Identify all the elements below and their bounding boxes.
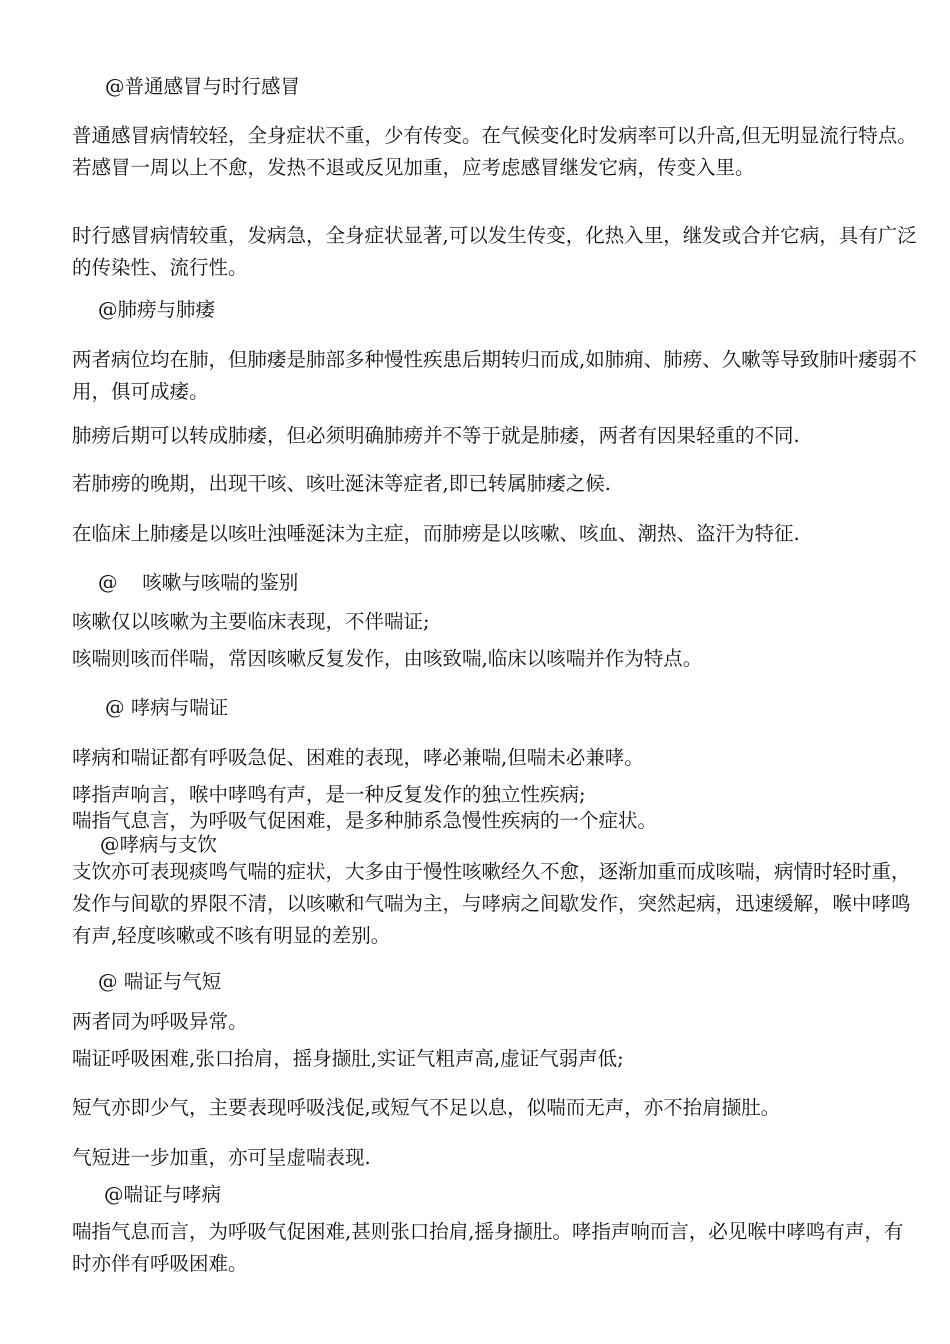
section-heading-dyspnea-asthma: @喘证与哮病: [104, 1183, 222, 1206]
paragraph: 气短进一步加重，亦可呈虚喘表现.: [72, 1146, 371, 1169]
paragraph: 肺痨后期可以转成肺痿，但必须明确肺痨并不等于就是肺痿，两者有因果轻重的不同.: [72, 424, 800, 447]
paragraph: 支饮亦可表现痰鸣气喘的症状，大多由于慢性咳嗽经久不愈，逐渐加重而成咳喘，病情时轻时重，发作与间歇的界限不清，以咳嗽和气喘为主，与哮病之间歇发作，突然起病，迅速缓解，喉中哮鸣有声,轻度咳嗽或不咳有明显的差别。: [72, 860, 911, 947]
section-heading-common-cold: @普通感冒与时行感冒: [105, 75, 301, 98]
section-heading-asthma-fluid: @哮病与支饮: [100, 833, 218, 856]
section-heading-asthma-dyspnea: @ 哮病与喘证: [105, 696, 229, 719]
paragraph: 喘指气息言，为呼吸气促困难，是多种肺系急慢性疾病的一个症状。: [72, 809, 658, 832]
paragraph: 在临床上肺痿是以咳吐浊唾涎沫为主症，而肺痨是以咳嗽、咳血、潮热、盗汗为特征.: [72, 522, 800, 545]
paragraph: 喘证呼吸困难,张口抬肩，摇身撷肚,实证气粗声高,虚证气弱声低;: [72, 1047, 624, 1070]
section-heading-lung-consumption: @肺痨与肺痿: [98, 298, 216, 321]
paragraph: 咳嗽仅以咳嗽为主要临床表现，不伴喘证;: [72, 610, 430, 633]
paragraph: 喘指气息而言，为呼吸气促困难,甚则张口抬肩,摇身撷肚。哮指声响而言，必见喉中哮鸣有声，有时亦伴有呼吸困难。: [72, 1220, 904, 1275]
paragraph: 两者病位均在肺，但肺痿是肺部多种慢性疾患后期转归而成,如肺痈、肺痨、久嗽等导致肺叶痿弱不用，俱可成痿。: [72, 348, 917, 403]
paragraph: 若肺痨的晚期，出现干咳、咳吐涎沫等症者,即已转属肺痿之候.: [72, 472, 611, 495]
paragraph: 短气亦即少气，主要表现呼吸浅促,或短气不足以息，似喘而无声，亦不抬肩撷肚。: [72, 1096, 781, 1119]
section-heading-dyspnea-shortbreath: @ 喘证与气短: [98, 970, 222, 993]
paragraph: 哮病和喘证都有呼吸急促、困难的表现，哮必兼喘,但喘未必兼哮。: [72, 746, 644, 769]
paragraph: 普通感冒病情较轻，全身症状不重，少有传变。在气候变化时发病率可以升高,但无明显流行特点。若感冒一周以上不愈，发热不退或反见加重，应考虑感冒继发它病，传变入里。: [72, 124, 917, 179]
paragraph: 时行感冒病情较重，发病急，全身症状显著,可以发生传变，化热入里，继发或合并它病，具有广泛的传染性、流行性。: [72, 224, 917, 279]
paragraph: 咳喘则咳而伴喘，常因咳嗽反复发作，由咳致喘,临床以咳喘并作为特点。: [72, 647, 703, 670]
section-heading-cough: @ 咳嗽与咳喘的鉴别: [98, 571, 299, 594]
paragraph: 两者同为呼吸异常。: [72, 1010, 248, 1033]
paragraph: 哮指声响言，喉中哮鸣有声，是一种反复发作的独立性疾病;: [72, 783, 586, 806]
